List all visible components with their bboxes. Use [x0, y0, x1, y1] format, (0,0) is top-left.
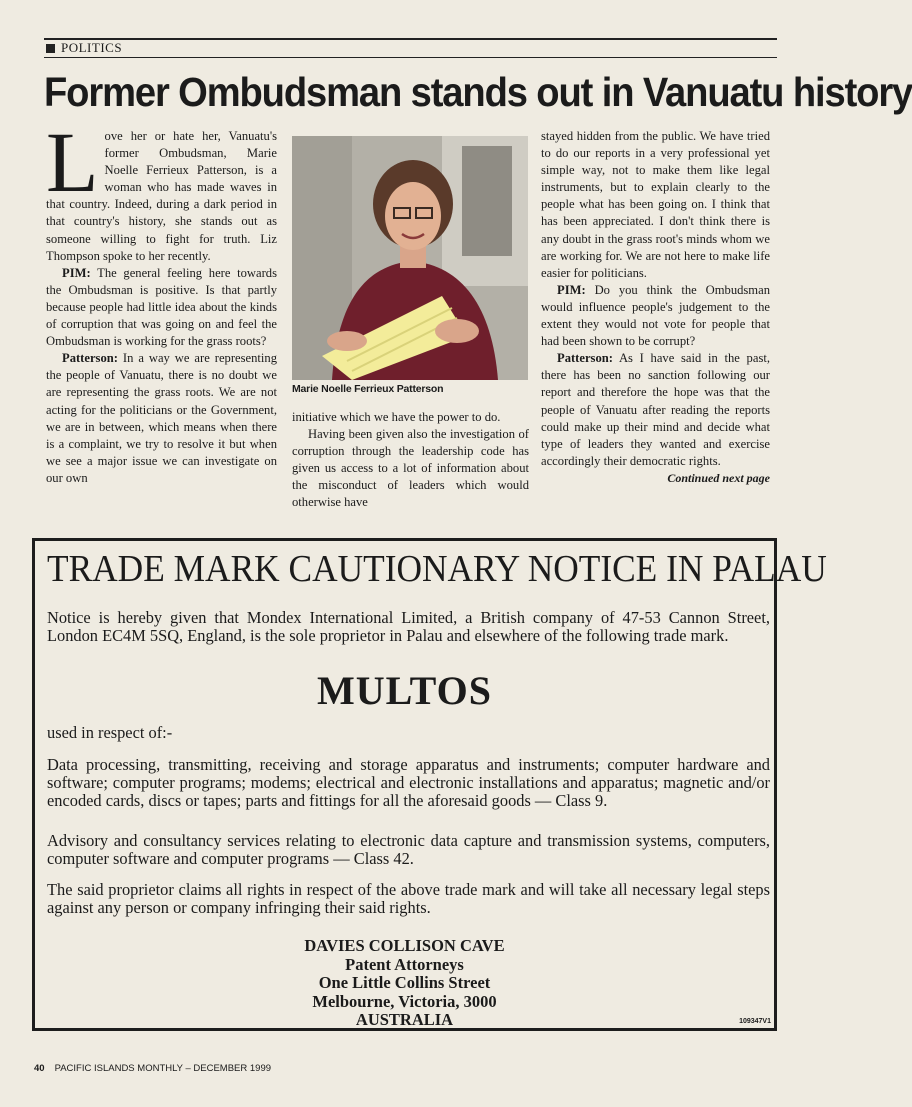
section-square-icon — [46, 44, 55, 53]
portrait-illustration — [292, 136, 528, 380]
article-column-3 — [541, 128, 770, 487]
publication-info: PACIFIC ISLANDS MONTHLY – DECEMBER 1999 — [54, 1063, 272, 1074]
paragraph — [541, 128, 770, 282]
rights-text: The said proprietor claims all rights in respect of the above trade mark and will take all necessary legal steps against any person or company infringing their said rights. — [47, 880, 770, 917]
article-column-2 — [292, 409, 529, 512]
page-number: 40 — [34, 1063, 45, 1074]
page-footer — [34, 1063, 271, 1074]
paragraph-text: The general feeling here towards the Ombudsman is positive. Is that partly because people had little idea about the kinds of corruption that was going on and feel the Ombudsman is working for the grass roots? — [46, 265, 277, 349]
answer-paragraph — [541, 350, 770, 470]
answer-paragraph — [46, 350, 277, 487]
question-paragraph — [46, 265, 277, 350]
drop-cap: L — [46, 114, 99, 210]
article-column-1 — [46, 114, 277, 487]
ad-code: 109347V1 — [739, 1018, 771, 1025]
paragraph-text: Having been given also the investigation of corruption through the leadership code has given us access to a lot of information about the misconduct of leaders which would otherwise have — [292, 427, 529, 510]
paragraph-text: As I have said in the past, there has been no sanction following our report and therefore the hope was that the people of Vanuatu after reading the reports could make up their mind and decide what type of leaders they wanted and exercise accordingly their democratic rights. — [541, 351, 770, 468]
trademark-notice — [32, 538, 827, 1031]
used-in-label: used in respect of:- — [47, 723, 173, 742]
notice-text: Notice is hereby given that Mondex International Limited, a British company of 47-53 Cannon Street, London EC4M 5SQ, England, is the sole proprietor in Palau and elsewhere of the following trade mark. — [47, 608, 770, 645]
street-address: One Little Collins Street — [318, 973, 491, 992]
trademark-name: MULTOS — [317, 668, 492, 713]
portrait-photo — [292, 136, 528, 380]
photo-caption: Marie Noelle Ferrieux Patterson — [292, 383, 444, 395]
intro-text: ove her or hate her, Vanuatu's former Ombudsman, Marie Noelle Ferrieux Patterson, is a woman who has made waves in that country. Indeed, during a dark period in that country's history, she stands out as someone willing to fight for truth. Liz Thompson spoke to her recently. — [46, 129, 277, 263]
paragraph — [292, 409, 529, 426]
continued-link[interactable]: Continued next page — [667, 470, 770, 485]
attorney-contact — [35, 937, 774, 1030]
intro-paragraph — [46, 114, 277, 265]
paragraph-text: In a way we are representing the people of Vanuatu, there is no doubt we are representing the grass roots. We are not acting for the politicians or the Government, we are in between, which means when there is a complaint, we try to resolve it but when we see a major issue we can investigate on our own — [46, 351, 277, 485]
bottom-rule — [44, 57, 777, 58]
class-42-text: Advisory and consultancy services relating to electronic data capture and transmission systems, computers, computer software and computer programs — Class 42. — [47, 831, 770, 868]
paragraph — [292, 426, 529, 511]
question-paragraph — [541, 282, 770, 350]
speaker-label: Patterson: — [557, 351, 613, 366]
speaker-label: Patterson: — [62, 351, 118, 366]
notice-title: TRADE MARK CAUTIONARY NOTICE IN PALAU — [47, 548, 827, 590]
country: AUSTRALIA — [355, 1010, 454, 1029]
paragraph-text: stayed hidden from the public. We have tried to do our reports in a very professional yet simple way, not to make them like legal instruments, but to explain clearly to the people what has been going on. I think that has been appreciated. I don't think there is any doubt in the grass root's minds whom we are working for. We are not here to make life easier for politicians. — [541, 129, 770, 280]
speaker-label: PIM: — [62, 265, 91, 280]
section-header — [44, 38, 777, 58]
firm-role: Patent Attorneys — [345, 954, 464, 974]
class-9-text: Data processing, transmitting, receiving and storage apparatus and instruments; computer hardware and software; computer programs; modems; electrical and electronic installations and apparatus; magnetic and/or encoded cards, discs or tapes; parts and fittings for all the aforesaid goods — Class 9. — [47, 755, 770, 810]
top-rule — [44, 38, 777, 40]
city-address: Melbourne, Victoria, 3000 — [312, 991, 497, 1011]
section-label: POLITICS — [61, 40, 123, 55]
paragraph-text: Do you think the Ombudsman would influence people's judgement to the extent they would not vote for people that had been shown to be corrupt? — [541, 282, 770, 349]
paragraph-text: initiative which we have the power to do. — [292, 410, 501, 424]
article-headline: Former Ombudsman stands out in Vanuatu history — [44, 69, 912, 115]
firm-name: DAVIES COLLISON CAVE — [304, 936, 505, 955]
speaker-label: PIM: — [557, 282, 586, 297]
